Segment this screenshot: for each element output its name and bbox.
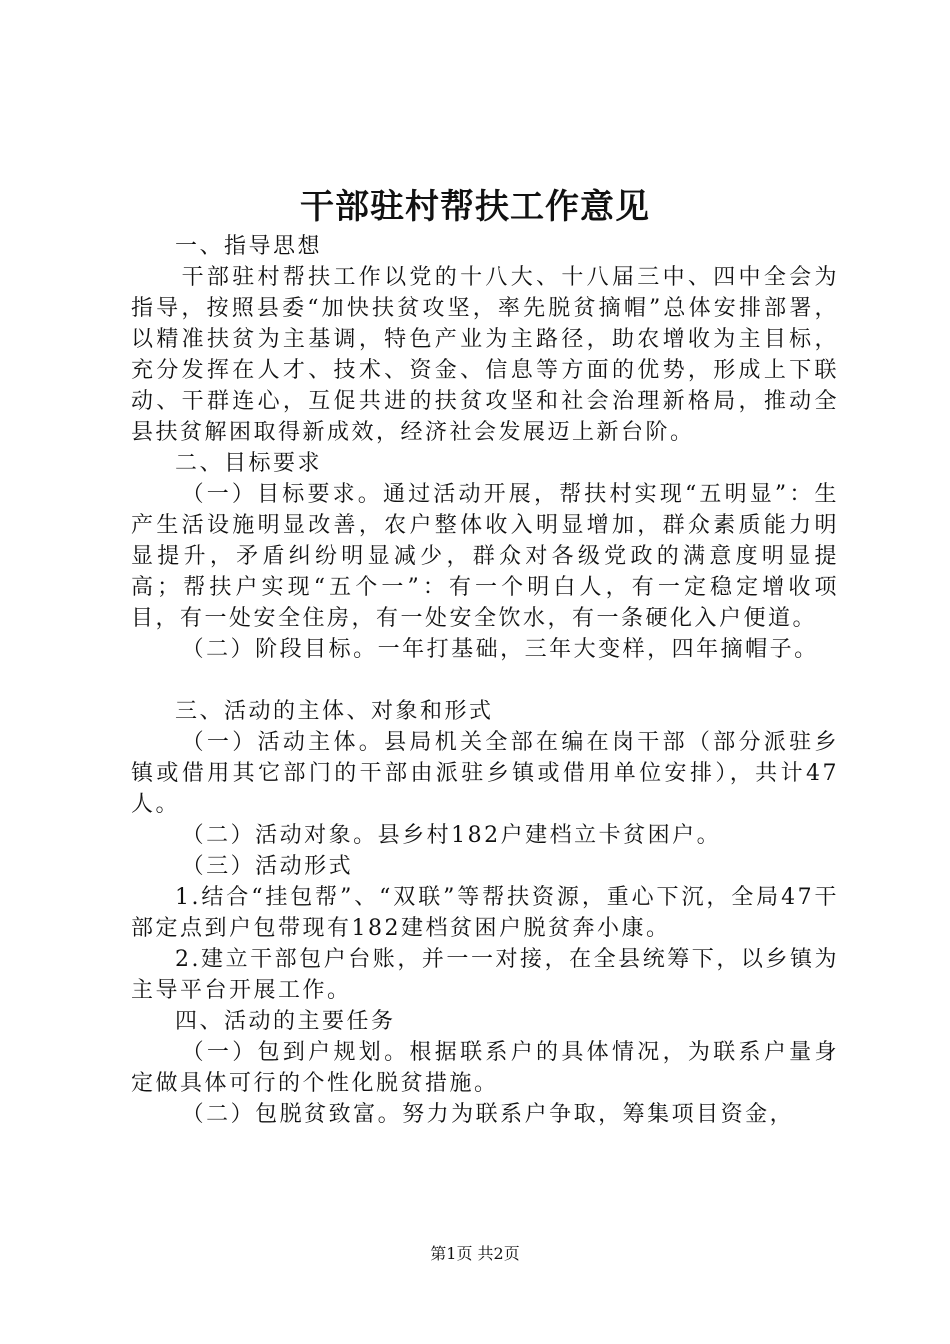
section-heading: 四、活动的主要任务: [175, 1009, 396, 1034]
body-paragraph: （三）活动形式: [181, 854, 354, 879]
body-paragraph: （二）活动对象。县乡村182户建档立卡贫困户。: [181, 823, 722, 848]
body-paragraph: （二）阶段目标。一年打基础，三年大变样，四年摘帽子。: [181, 637, 819, 662]
blank-line: [131, 665, 839, 696]
list-item: 2.建立干部包户台账，并一一对接，在全县统筹下，以乡镇为主导平台开展工作。: [131, 947, 839, 1003]
list-item: 1.结合“挂包帮”、“双联”等帮扶资源，重心下沉，全局47干部定点到户包带现有182建档贫困户脱贫奔小康。: [131, 885, 839, 941]
section-heading: 二、目标要求: [175, 451, 323, 476]
section-heading: 三、活动的主体、对象和形式: [175, 699, 494, 724]
body-paragraph: （二）包脱贫致富。努力为联系户争取，筹集项目资金，: [181, 1102, 795, 1127]
body-paragraph: （一）活动主体。县局机关全部在编在岗干部（部分派驻乡镇或借用其它部门的干部由派驻乡镇或借用单位安排），共计47人。: [131, 730, 839, 817]
body-paragraph: （一）包到户规划。根据联系户的具体情况，为联系户量身定做具体可行的个性化脱贫措施。: [131, 1040, 839, 1096]
document-title: 干部驻村帮扶工作意见: [300, 187, 650, 227]
document-body: [131, 231, 839, 1130]
body-paragraph: （一）目标要求。通过活动开展，帮扶村实现“五明显”：生产生活设施明显改善，农户整体收入明显增加，群众素质能力明显提升，矛盾纠纷明显减少，群众对各级党政的满意度明显提高；帮扶户实现“五个一”：有一个明白人，有一定稳定增收项目，有一处安全住房，有一处安全饮水，有一条硬化入户便道。: [131, 482, 839, 631]
body-paragraph: 干部驻村帮扶工作以党的十八大、十八届三中、四中全会为指导，按照县委“加快扶贫攻坚，率先脱贫摘帽”总体安排部署，以精准扶贫为主基调，特色产业为主路径，助农增收为主目标，充分发挥在人才、技术、资金、信息等方面的优势，形成上下联动、干群连心，互促共进的扶贫攻坚和社会治理新格局，推动全县扶贫解困取得新成效，经济社会发展迈上新台阶。: [131, 265, 839, 445]
section-heading: 一、指导思想: [175, 234, 323, 259]
page-footer: 第1页 共2页: [430, 1244, 520, 1263]
